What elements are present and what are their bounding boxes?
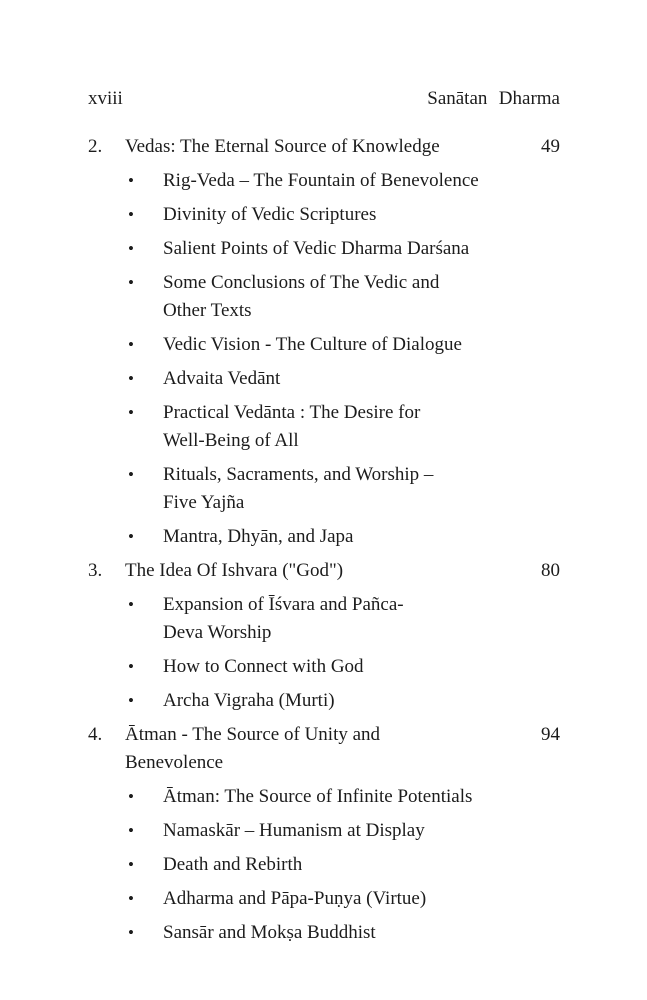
- entry-line: Vedic Vision - The Culture of Dialogue: [163, 334, 462, 355]
- entry-line: Salient Points of Vedic Dharma Darśana: [163, 238, 470, 259]
- toc-chapter-entry: [88, 557, 560, 585]
- bullet-icon: •: [128, 923, 134, 942]
- entry-lines: [163, 201, 560, 229]
- toc-bullet-entry: [88, 201, 560, 229]
- entry-lines: [163, 851, 560, 879]
- entry-line: Death and Rebirth: [163, 854, 303, 875]
- toc-bullet-entry: [88, 885, 560, 913]
- entry-lines: [163, 783, 560, 811]
- entry-line: Mantra, Dhyān, and Japa: [163, 526, 354, 547]
- toc-bullet-entry: [88, 687, 560, 715]
- toc-bullet-entry: [88, 269, 560, 325]
- entry-line: Divinity of Vedic Scriptures: [163, 204, 377, 225]
- chapter-page-number: 94: [541, 724, 560, 745]
- running-head: [88, 85, 560, 112]
- entry-line: Well-Being of All: [163, 430, 299, 451]
- bullet-icon: •: [128, 205, 134, 224]
- chapter-page-number: 49: [541, 136, 560, 157]
- entry-lines: [163, 919, 560, 947]
- toc-bullet-entry: [88, 783, 560, 811]
- bullet-icon: •: [128, 595, 134, 614]
- bullet-icon: •: [128, 335, 134, 354]
- entry-lines: [163, 591, 560, 647]
- entry-line: Five Yajña: [163, 492, 245, 513]
- entry-lines: [163, 269, 560, 325]
- bullet-icon: •: [128, 787, 134, 806]
- entry-line: Namaskār – Humanism at Display: [163, 820, 425, 841]
- entry-lines: [163, 461, 560, 517]
- entry-line: Practical Vedānta : The Desire for: [163, 402, 421, 423]
- bullet-icon: •: [128, 821, 134, 840]
- toc-bullet-entry: [88, 851, 560, 879]
- bullet-icon: •: [128, 369, 134, 388]
- bullet-icon: •: [128, 657, 134, 676]
- toc-bullet-entry: [88, 167, 560, 195]
- entry-line: Rig-Veda – The Fountain of Benevolence: [163, 170, 479, 191]
- entry-lines: [163, 523, 560, 551]
- toc-bullet-entry: [88, 919, 560, 947]
- toc-chapter-entry: [88, 721, 560, 777]
- chapter-number: 4.: [88, 724, 103, 745]
- toc-bullet-entry: [88, 235, 560, 263]
- entry-line: Expansion of Īśvara and Pañca-: [163, 594, 404, 615]
- entry-lines: [125, 557, 510, 585]
- toc-bullet-entry: [88, 331, 560, 359]
- bullet-icon: •: [128, 691, 134, 710]
- entry-line: Ātman - The Source of Unity and: [125, 724, 381, 745]
- book-title: Sanātan Dharma: [427, 88, 560, 109]
- entry-line: Rituals, Sacraments, and Worship –: [163, 464, 434, 485]
- chapter-page-number: 80: [541, 560, 560, 581]
- toc-bullet-entry: [88, 591, 560, 647]
- entry-line: Ātman: The Source of Infinite Potentials: [163, 786, 473, 807]
- entry-lines: [125, 721, 510, 777]
- table-of-contents: [88, 133, 560, 947]
- entry-line: How to Connect with God: [163, 656, 364, 677]
- toc-bullet-entry: [88, 817, 560, 845]
- bullet-icon: •: [128, 403, 134, 422]
- page-number-label: xviii: [88, 88, 123, 109]
- entry-line: Some Conclusions of The Vedic and: [163, 272, 440, 293]
- toc-bullet-entry: [88, 523, 560, 551]
- toc-bullet-entry: [88, 653, 560, 681]
- bullet-icon: •: [128, 889, 134, 908]
- bullet-icon: •: [128, 273, 134, 292]
- bullet-icon: •: [128, 239, 134, 258]
- toc-chapter-entry: [88, 133, 560, 161]
- entry-lines: [163, 365, 560, 393]
- entry-lines: [163, 399, 560, 455]
- bullet-icon: •: [128, 855, 134, 874]
- entry-line: Advaita Vedānt: [163, 368, 281, 389]
- toc-bullet-entry: [88, 399, 560, 455]
- toc-bullet-entry: [88, 461, 560, 517]
- entry-lines: [163, 817, 560, 845]
- entry-line: Benevolence: [125, 752, 224, 773]
- entry-line: Deva Worship: [163, 622, 272, 643]
- entry-line: Other Texts: [163, 300, 252, 321]
- entry-lines: [125, 133, 510, 161]
- chapter-number: 3.: [88, 560, 103, 581]
- entry-line: The Idea Of Ishvara ("God"): [125, 560, 344, 581]
- entry-line: Archa Vigraha (Murti): [163, 690, 335, 711]
- entry-lines: [163, 167, 560, 195]
- entry-lines: [163, 331, 560, 359]
- entry-lines: [163, 885, 560, 913]
- entry-lines: [163, 653, 560, 681]
- bullet-icon: •: [128, 171, 134, 190]
- toc-bullet-entry: [88, 365, 560, 393]
- bullet-icon: •: [128, 465, 134, 484]
- chapter-number: 2.: [88, 136, 103, 157]
- entry-line: Sansār and Mokṣa Buddhist: [163, 922, 376, 943]
- bullet-icon: •: [128, 527, 134, 546]
- entry-lines: [163, 687, 560, 715]
- entry-line: Adharma and Pāpa-Puṇya (Virtue): [163, 888, 427, 909]
- entry-line: Vedas: The Eternal Source of Knowledge: [125, 136, 440, 157]
- entry-lines: [163, 235, 560, 263]
